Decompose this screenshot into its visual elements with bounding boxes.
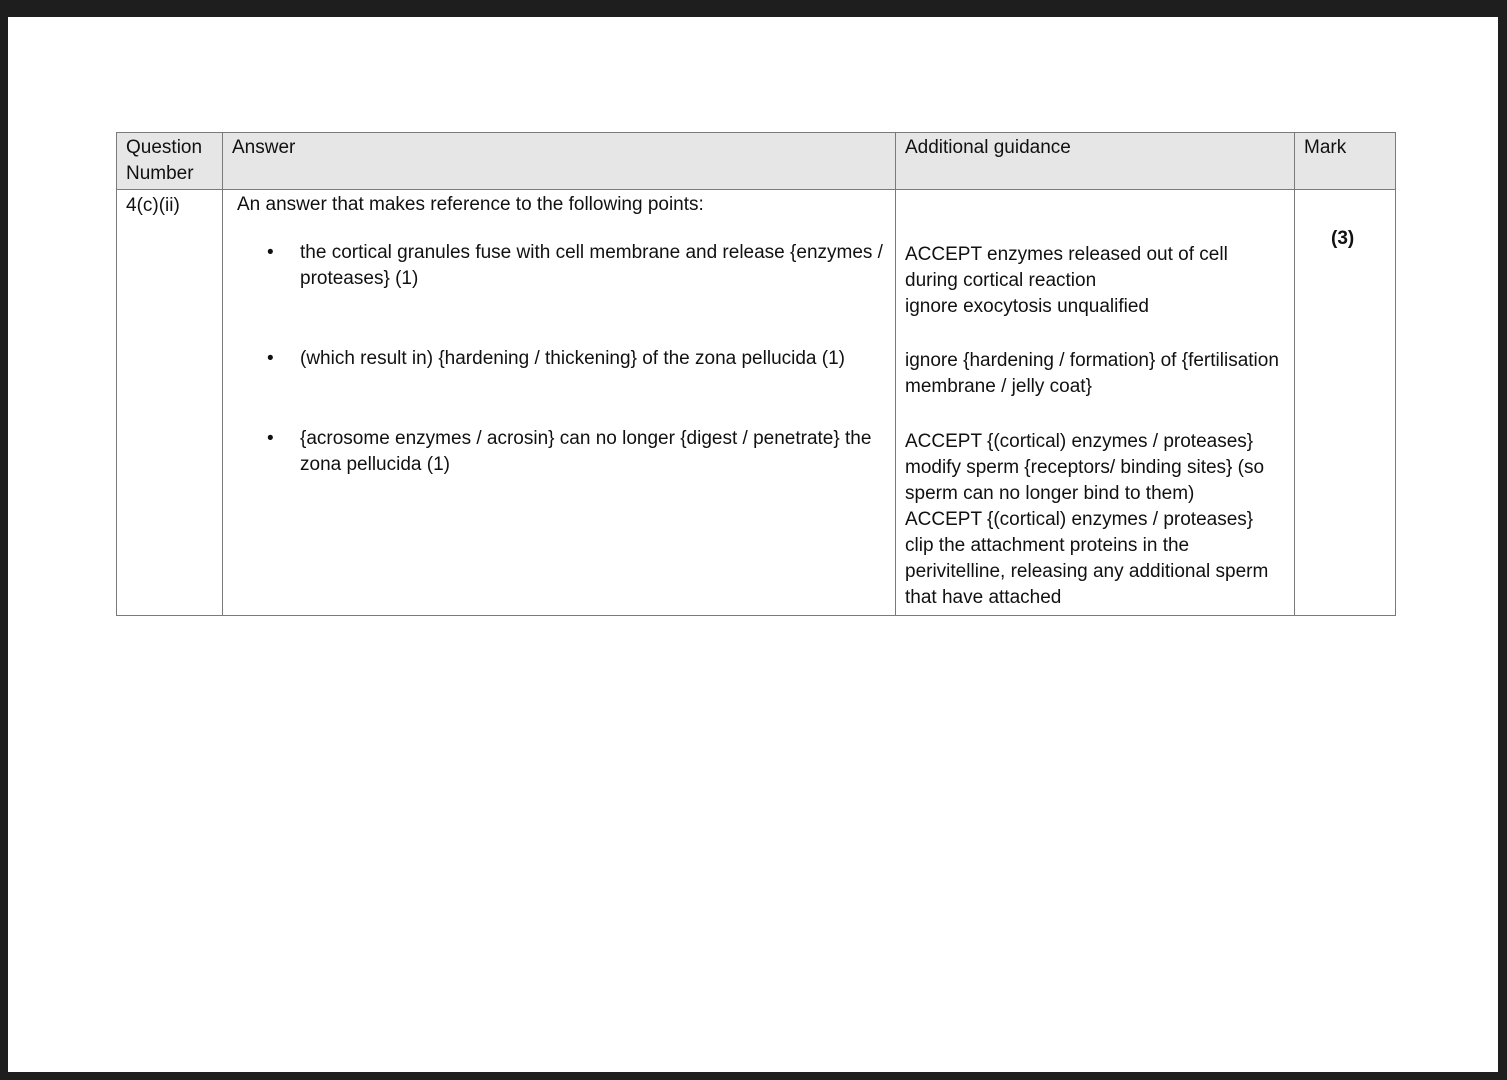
header-answer: Answer bbox=[223, 133, 896, 190]
header-question-number: Question Number bbox=[117, 133, 223, 190]
answer-row bbox=[117, 190, 1396, 616]
answer-intro: An answer that makes reference to the following points: bbox=[237, 194, 704, 215]
guidance-line: sperm can no longer bind to them) bbox=[905, 483, 1195, 504]
answer-cell bbox=[223, 190, 896, 616]
bullet-icon: • bbox=[267, 242, 274, 263]
guidance-line: that have attached bbox=[905, 587, 1062, 608]
guidance-block-2 bbox=[905, 348, 1292, 400]
answer-point-1 bbox=[223, 240, 895, 292]
guidance-line: during cortical reaction bbox=[905, 270, 1097, 291]
answer-point-text: (which result in) {hardening / thickening} of the zona pellucida (1) bbox=[300, 348, 845, 369]
guidance-line: ACCEPT {(cortical) enzymes / proteases} bbox=[905, 431, 1254, 452]
answer-point-text: {acrosome enzymes / acrosin} can no longer {digest / penetrate} the zona pellucida (1) bbox=[300, 428, 872, 475]
guidance-line: perivitelline, releasing any additional sperm bbox=[905, 561, 1269, 582]
guidance-cell bbox=[896, 190, 1295, 616]
guidance-line: ignore exocytosis unqualified bbox=[905, 296, 1149, 317]
answer-point-2 bbox=[223, 346, 895, 372]
mark-value: (3) bbox=[1331, 228, 1355, 249]
guidance-line: ignore {hardening / formation} of {fertilisation bbox=[905, 350, 1279, 371]
answer-point-3 bbox=[223, 426, 895, 478]
guidance-line: clip the attachment proteins in the bbox=[905, 535, 1190, 556]
guidance-block-1 bbox=[905, 242, 1292, 320]
header-mark: Mark bbox=[1295, 133, 1396, 190]
header-row bbox=[117, 133, 1396, 190]
question-number: 4(c)(ii) bbox=[117, 190, 223, 616]
guidance-line: ACCEPT enzymes released out of cell bbox=[905, 244, 1228, 265]
guidance-line: membrane / jelly coat} bbox=[905, 376, 1092, 397]
guidance-line: modify sperm {receptors/ binding sites} (so bbox=[905, 457, 1265, 478]
bullet-icon: • bbox=[267, 428, 274, 449]
header-guidance: Additional guidance bbox=[896, 133, 1295, 190]
document-page bbox=[8, 17, 1498, 1072]
mark-cell bbox=[1295, 190, 1396, 616]
guidance-block-3 bbox=[905, 429, 1292, 611]
bullet-icon: • bbox=[267, 348, 274, 369]
answer-point-text: the cortical granules fuse with cell membrane and release {enzymes / proteases} (1) bbox=[300, 242, 883, 289]
mark-scheme-table bbox=[116, 132, 1396, 616]
guidance-line: ACCEPT {(cortical) enzymes / proteases} bbox=[905, 509, 1254, 530]
